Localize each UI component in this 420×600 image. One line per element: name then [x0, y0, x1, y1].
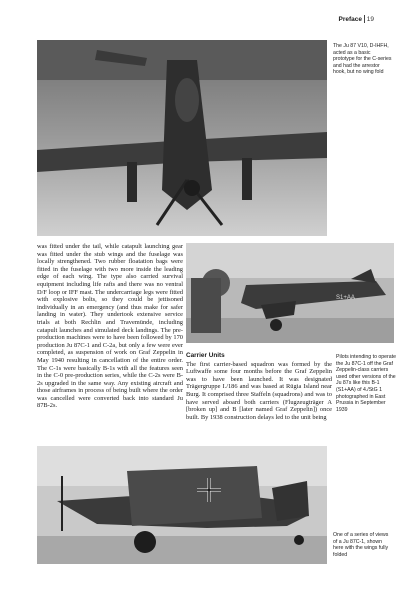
running-header-section: Preface: [338, 16, 362, 23]
caption-middle: Pilots intending to operate the Ju 87C-1 off the Graf Zeppelin-class carriers used other versions of the Ju 87s like this B-1 (S1+AA) of 4./StG 1 photographed in East Prussia in September 1939: [336, 354, 396, 413]
body-column-right: [186, 352, 332, 421]
photo-ju87-c1-folded: [37, 446, 327, 564]
aircraft-code: S1+AA: [336, 295, 355, 301]
caption-bottom: One of a series of views of a Ju 87C-1, shown here with the wings fully folded: [333, 532, 389, 558]
page-number: 19: [366, 16, 374, 23]
body-column-left: [37, 243, 183, 410]
subheading-carrier-units: Carrier Units: [186, 352, 225, 359]
body-paragraph-1: was fitted under the tail, while catapult launching gear was fitted under the stub wings and the fuselage was locally strengthened. Two rubber floatation bags were fitted in the fuselage with two more inside the leading edge of each wing. The type also carried survival equipment including life rafts and there was no ventral D/F loop or IFF mast. The undercarriage legs were fitted with explosive bolts, so they could be jettisoned individually in an emergency (and thus make for safer landing in water). They undertook extensive service trials at both Rechlin and Travemünde, including catapult launches and simulated deck landings. The pre-production machines were to have been followed by 170 production Ju 87C-1 and C-2a, but only a few were ever completed, as suspension of work on Graf Zeppelin in May 1940 resulting in cancellation of the entire order. The C-1s were basically B-1s with all the features seen in the C-0 pre-production series, while the C-2s were B-2s upgraded in the same way. Any existing aircraft and those airframes in process of being built where the order was cancelled were converted back into standard Ju 87B-2s.: [37, 243, 183, 410]
photo-ju87-b1: [186, 243, 394, 343]
caption-top: The Ju 87 V10, D-IHFH, acted as a basic prototype for the C-series and had the arrestor hook, but no wing fold: [333, 43, 392, 76]
header-divider: [364, 15, 365, 23]
photo-ju87-v10: [37, 40, 327, 236]
body-paragraph-2: The first carrier-based squadron was formed by the Luftwaffe some four months before the Graf Zeppelin was to have been launched. It was designated Trägergruppe I./186 and was based at Rügia Island near Burg. It comprised three Staffeln (squadrons) and was to have served aboard both carriers (Flugzeugträger A [broken up] and B [later named Graf Zeppelin]) once built. By 1938 construction delays led to the unit being: [186, 360, 332, 421]
